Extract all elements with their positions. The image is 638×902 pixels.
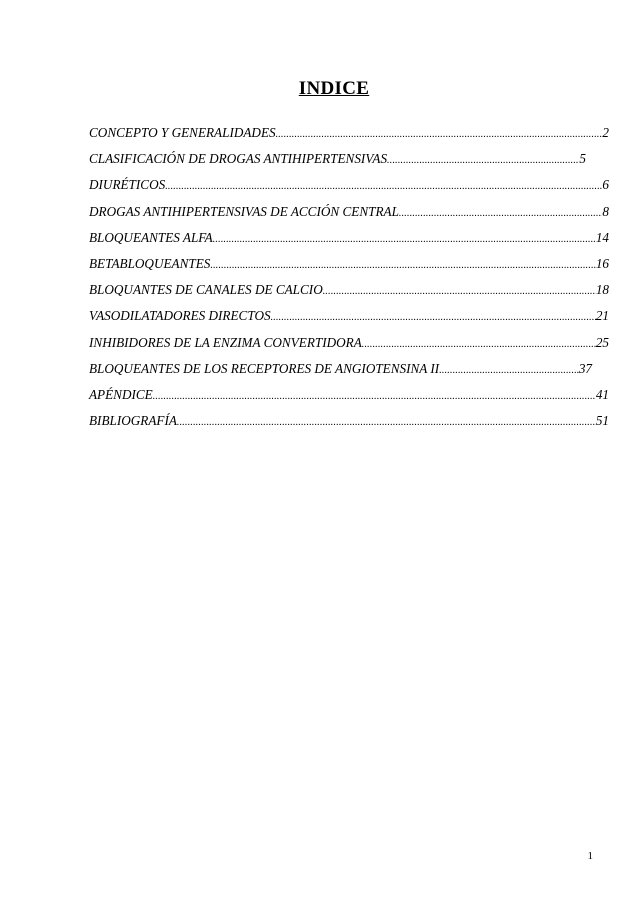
- toc-entry-label: BLOQUEANTES ALFA: [89, 229, 213, 245]
- toc-entry-label: BIBLIOGRAFÍA: [89, 413, 177, 429]
- toc-entry-betabloqueantes[interactable]: [89, 256, 609, 282]
- toc-dot-leader: [213, 235, 596, 245]
- toc-entry-label: DIURÉTICOS: [89, 177, 166, 193]
- toc-entry-label: DROGAS ANTIHIPERTENSIVAS DE ACCIÓN CENTRAL: [89, 203, 399, 219]
- toc-entry-page: 5: [579, 151, 586, 167]
- toc-entry-receptores-angiotensina[interactable]: [89, 361, 592, 387]
- toc-entry-apendice[interactable]: [89, 387, 609, 413]
- toc-entry-label: BLOQUANTES DE CANALES DE CALCIO: [89, 282, 323, 298]
- toc-entry-page: 14: [595, 229, 609, 245]
- toc-entry-page: 18: [595, 282, 609, 298]
- toc-entry-bloqueantes-alfa[interactable]: [89, 230, 609, 256]
- toc-dot-leader: [399, 209, 603, 219]
- toc-entry-vasodilatadores[interactable]: [89, 308, 609, 334]
- toc-dot-leader: [387, 156, 579, 166]
- toc-entry-label: APÉNDICE: [89, 386, 153, 402]
- toc-entry-bibliografia[interactable]: [89, 413, 609, 439]
- toc-entry-label: INHIBIDORES DE LA ENZIMA CONVERTIDORA: [89, 334, 362, 350]
- toc-entry-page: 41: [595, 386, 609, 402]
- toc-dot-leader: [276, 130, 603, 140]
- toc-dot-leader: [362, 340, 596, 350]
- toc-dot-leader: [439, 366, 579, 376]
- toc-entry-clasificacion[interactable]: [89, 151, 586, 177]
- toc-entry-canales-calcio[interactable]: [89, 282, 609, 308]
- page-title: INDICE: [298, 78, 370, 99]
- toc-dot-leader: [271, 313, 596, 323]
- toc-entry-concepto[interactable]: [89, 125, 609, 151]
- toc-entry-page: 6: [602, 177, 609, 193]
- toc-entry-label: CONCEPTO Y GENERALIDADES: [89, 125, 276, 140]
- toc-entry-page: 2: [602, 125, 609, 140]
- toc-dot-leader: [323, 287, 596, 297]
- toc-entry-label: BLOQUEANTES DE LOS RECEPTORES DE ANGIOTENSINA II: [89, 360, 440, 376]
- toc-dot-leader: [177, 418, 596, 428]
- toc-entry-label: CLASIFICACIÓN DE DROGAS ANTIHIPERTENSIVAS: [89, 151, 388, 167]
- toc-entry-diureticos[interactable]: [89, 177, 609, 203]
- toc-dot-leader: [165, 182, 602, 192]
- toc-entry-label: BETABLOQUEANTES: [89, 255, 211, 271]
- toc-entry-page: 16: [595, 255, 609, 271]
- toc-entry-inhibidores-enzima[interactable]: [89, 335, 609, 361]
- toc-entry-page: 21: [595, 308, 609, 324]
- table-of-contents: [89, 125, 609, 439]
- toc-entry-accion-central[interactable]: [89, 204, 609, 230]
- toc-dot-leader: [210, 261, 595, 271]
- toc-dot-leader: [153, 392, 596, 402]
- page-number: 1: [587, 850, 593, 862]
- toc-entry-page: 25: [595, 334, 609, 350]
- toc-entry-page: 37: [578, 360, 592, 376]
- toc-entry-page: 8: [602, 203, 609, 219]
- toc-entry-page: 51: [595, 413, 609, 429]
- toc-entry-label: VASODILATADORES DIRECTOS: [89, 308, 271, 324]
